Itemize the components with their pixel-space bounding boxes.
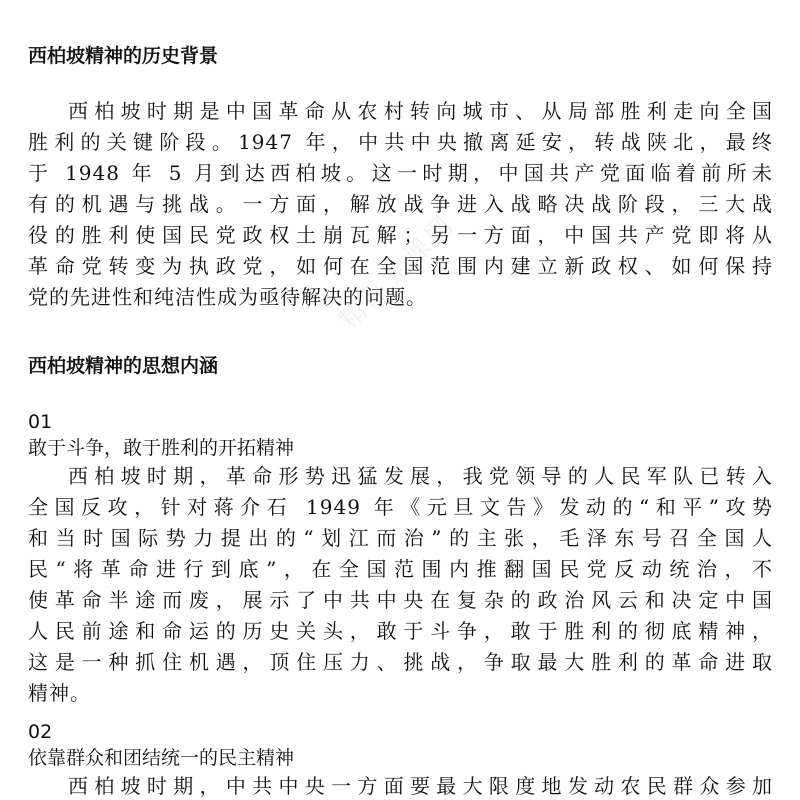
paragraph-history — [28, 96, 773, 313]
paragraph-line: 革命党转变为执政党，如何在全国范围内建立新政权、如何保持 — [28, 254, 773, 278]
item-number: 02 — [28, 721, 53, 743]
paragraph-line: 人民前途和命运的历史关头，敢于斗争，敢于胜利的彻底精神， — [28, 619, 773, 643]
paragraph-line: 使革命半途而废，展示了中共中央在复杂的政治风云和决定中国 — [28, 588, 773, 612]
paragraph-item1 — [28, 461, 773, 709]
paragraph-line: 有的机遇与挑战。一方面，解放战争进入战略决战阶段，三大战 — [28, 192, 773, 216]
item-subtitle: 敢于斗争，敢于胜利的开拓精神 — [28, 437, 295, 459]
paragraph-line: 精神。 — [28, 681, 91, 705]
paragraph-line: 这是一种抓住机遇，顶住压力、挑战，争取最大胜利的革命进取 — [28, 650, 773, 674]
paragraph-line: 役的胜利使国民党政权土崩瓦解；另一方面，中国共产党即将从 — [28, 223, 773, 247]
paragraph-line: 胜利的关键阶段。1947 年，中共中央撤离延安，转战陕北，最终 — [28, 130, 773, 154]
paragraph-line: 民“将革命进行到底”，在全国范围内推翻国民党反动统治，不 — [28, 557, 773, 581]
paragraph-line: 西柏坡时期，中共中央一方面要最大限度地发动农民群众参加 — [68, 774, 773, 798]
paragraph-line: 党的先进性和纯洁性成为亟待解决的问题。 — [28, 285, 427, 309]
section-title-connotation: 西柏坡精神的思想内涵 — [28, 355, 219, 377]
item-number: 01 — [28, 411, 53, 433]
watermark: 精品党课网 — [334, 208, 462, 336]
paragraph-line: 和当时国际势力提出的“划江而治”的主张，毛泽东号召全国人 — [28, 526, 773, 550]
paragraph-line: 全国反攻，针对蒋介石 1949 年《元旦文告》发动的“和平”攻势 — [28, 495, 773, 519]
section-title-history: 西柏坡精神的历史背景 — [28, 45, 219, 67]
paragraph-line: 西柏坡时期是中国革命从农村转向城市、从局部胜利走向全国 — [68, 99, 773, 123]
item-subtitle: 依靠群众和团结统一的民主精神 — [28, 747, 295, 769]
paragraph-line: 西柏坡时期，革命形势迅猛发展，我党领导的人民军队已转入 — [68, 464, 773, 488]
paragraph-item2 — [28, 771, 773, 800]
paragraph-line: 于 1948 年 5 月到达西柏坡。这一时期，中国共产党面临着前所未 — [28, 161, 773, 185]
